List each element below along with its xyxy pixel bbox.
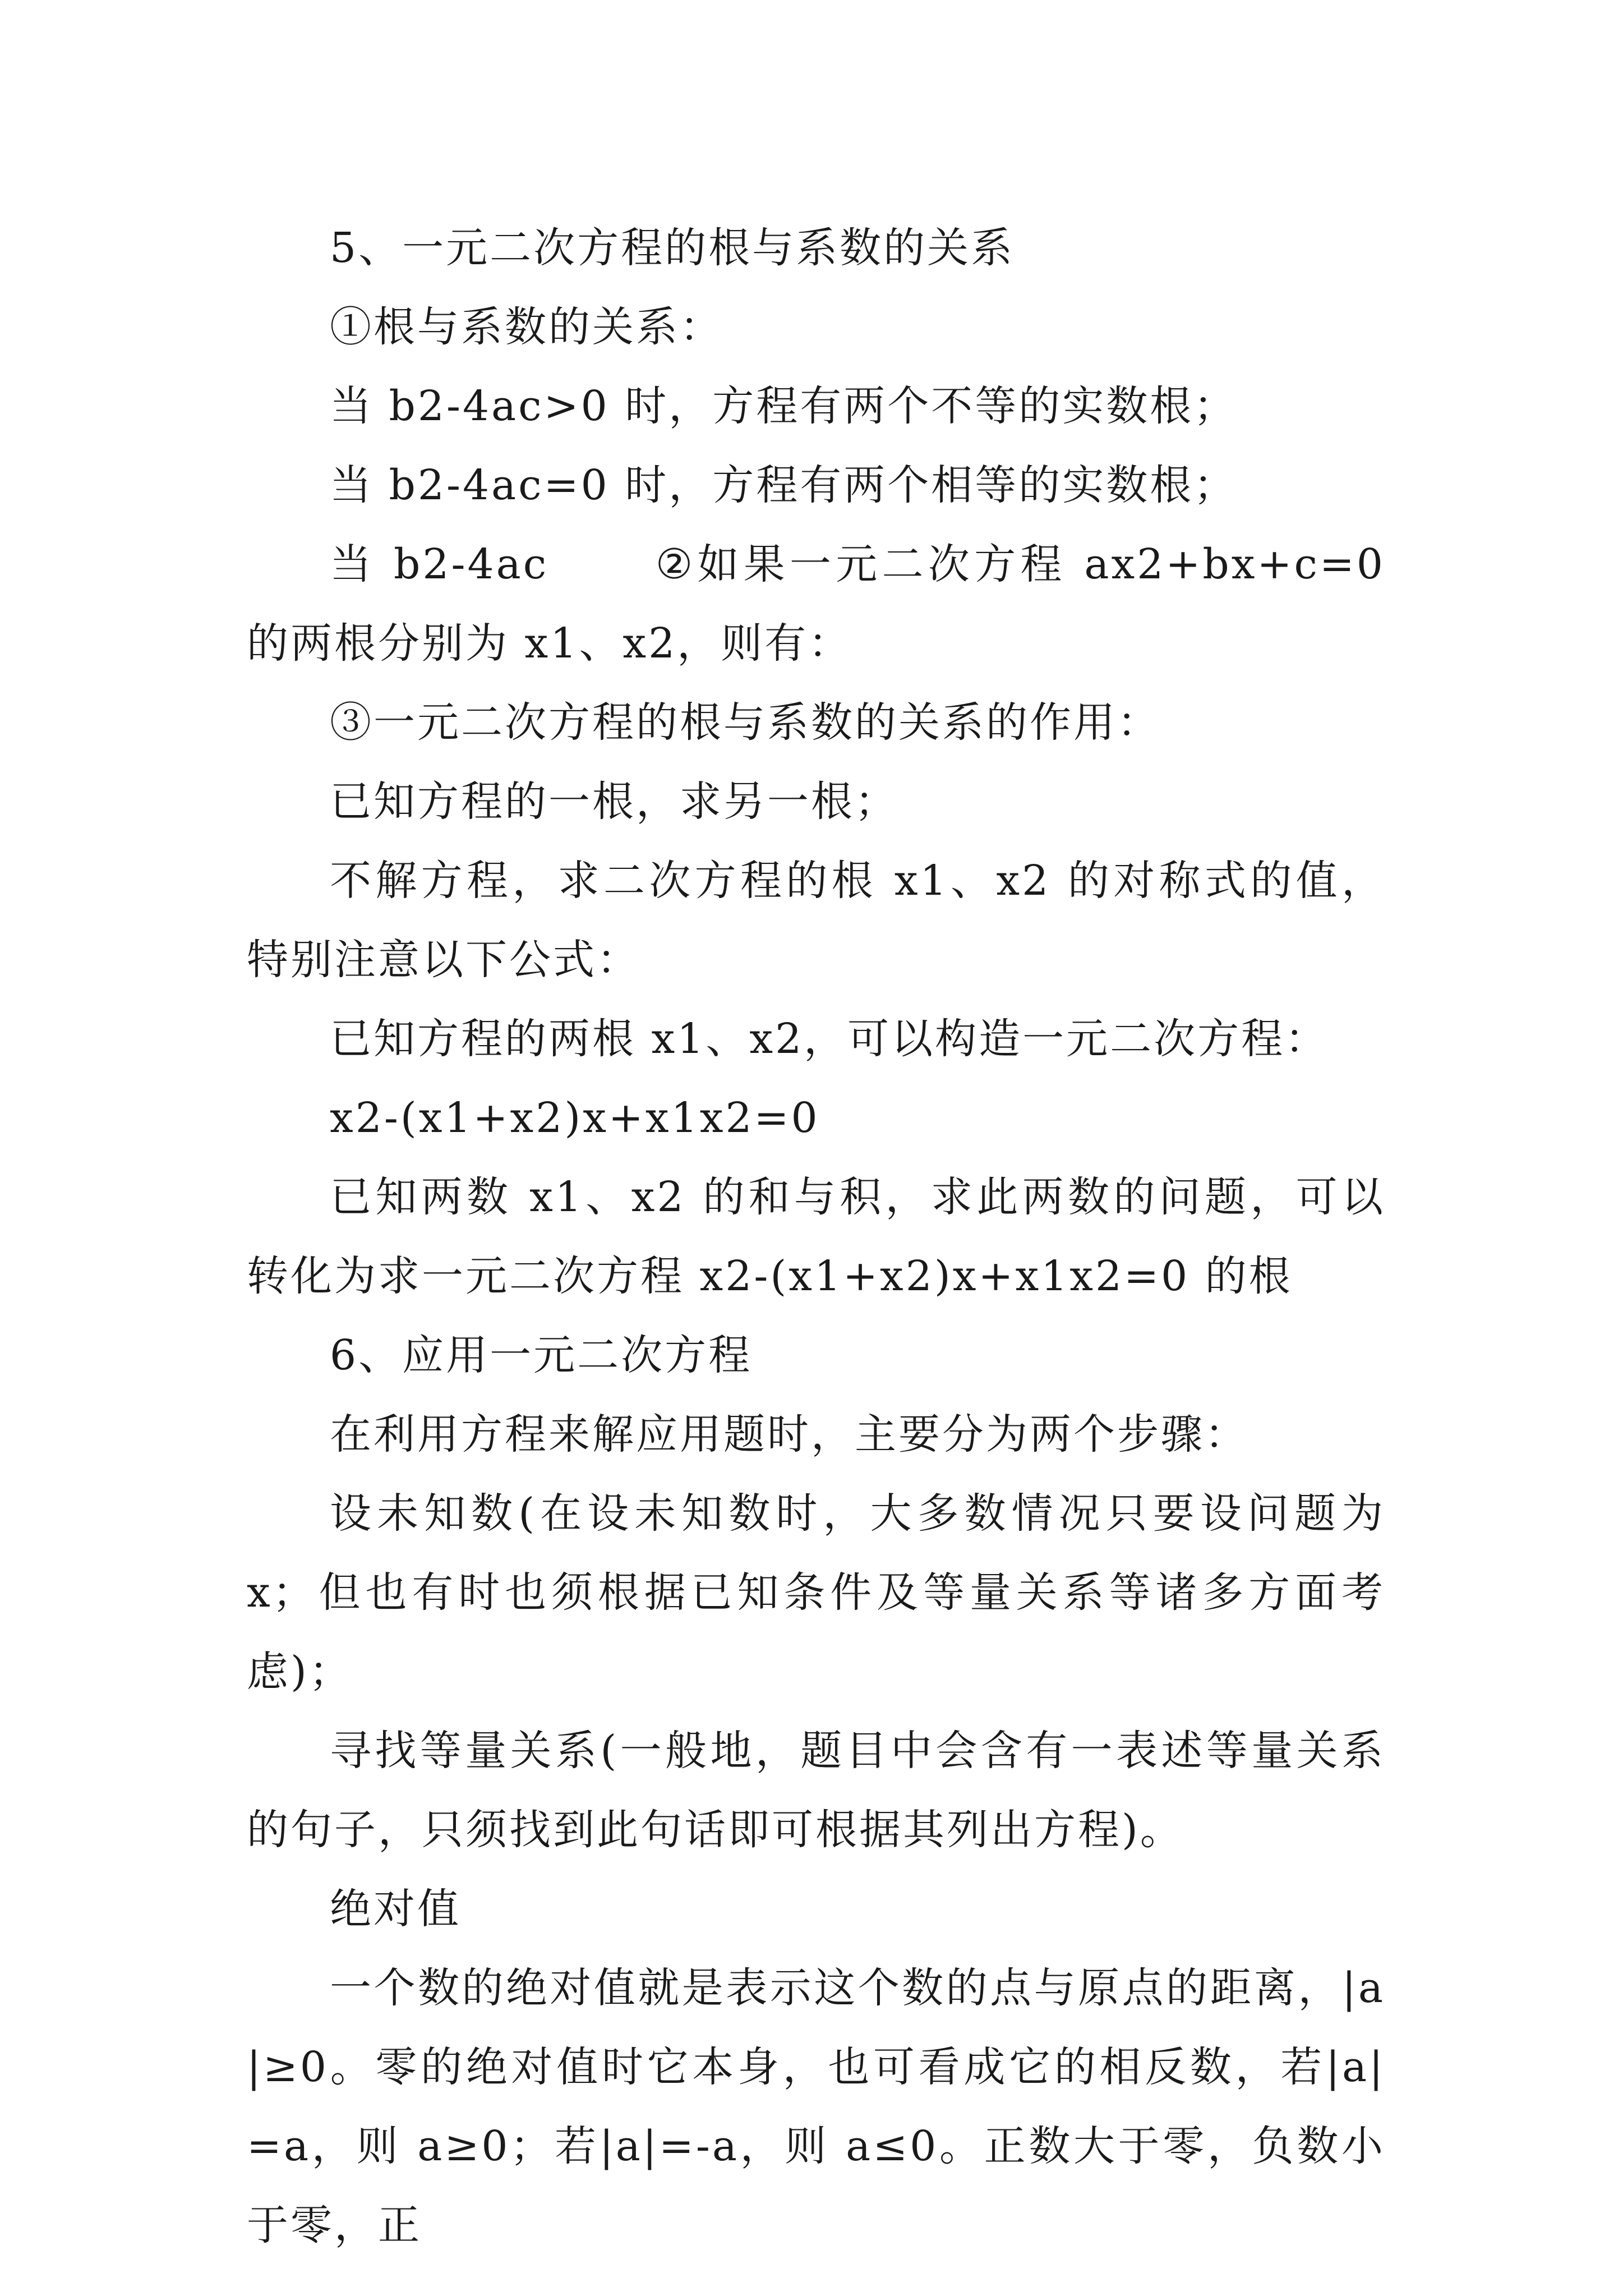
document-body	[247, 209, 1401, 2265]
paragraph: 一个数的绝对值就是表示这个数的点与原点的距离，|a|≥0。零的绝对值时它本身，也可看成它的相反数，若|a|=a，则 a≥0；若|a|=-a，则 a≤0。正数大于零，负数小于零，正	[247, 1964, 1385, 2249]
subheading-usage: ③一元二次方程的根与系数的关系的作用：	[330, 698, 1161, 747]
formula-line: x2-(x1+x2)x+x1x2=0	[330, 1094, 820, 1142]
paragraph: 在利用方程来解应用题时，主要分为两个步骤：	[330, 1410, 1248, 1458]
paragraph: 不解方程，求二次方程的根 x1、x2 的对称式的值，特别注意以下公式：	[247, 857, 1385, 984]
paragraph: 已知两数 x1、x2 的和与积，求此两数的问题，可以转化为求一元二次方程 x2-(x1+x2)x+x1x2=0 的根	[247, 1173, 1385, 1300]
paragraph: 已知方程的一根，求另一根；	[330, 777, 898, 826]
subheading-root-coefficient: ①根与系数的关系：	[330, 303, 723, 351]
paragraph: 已知方程的两根 x1、x2，可以构造一元二次方程：	[330, 1015, 1329, 1063]
paragraph: 寻找等量关系(一般地，题目中会含有一表述等量关系的句子，只须找到此句话即可根据其列出方程)。	[247, 1727, 1385, 1854]
paragraph: 当 b2-4ac=0 时，方程有两个相等的实数根；	[330, 461, 1238, 509]
paragraph: 设未知数(在设未知数时，大多数情况只要设问题为 x；但也有时也须根据已知条件及等量关系等诸多方面考虑)；	[247, 1489, 1385, 1696]
section-heading-absolute-value: 绝对值	[330, 1885, 461, 1933]
section-heading-5: 5、一元二次方程的根与系数的关系	[330, 224, 1015, 272]
paragraph: 当 b2-4ac ②如果一元二次方程 ax2+bx+c=0 的两根分别为 x1、x2，则有：	[247, 540, 1401, 668]
paragraph: 当 b2-4ac>0 时，方程有两个不等的实数根；	[330, 382, 1238, 430]
section-heading-6: 6、应用一元二次方程	[330, 1331, 753, 1379]
